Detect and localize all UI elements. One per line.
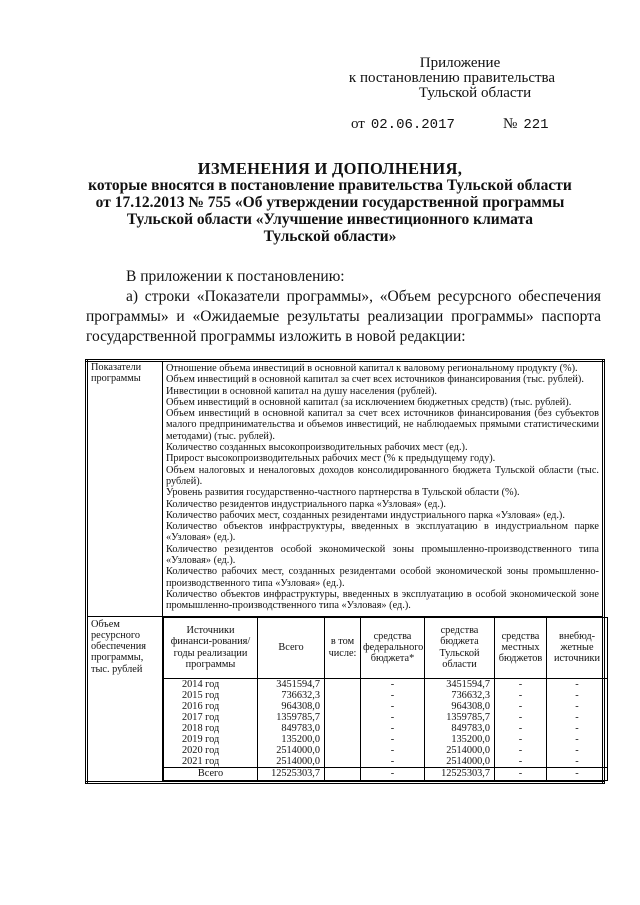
financing-cell xyxy=(163,616,604,782)
extra-cell: - xyxy=(547,712,608,723)
indicator-item: Уровень развития государственно-частного партнерства в Тульской области (%). xyxy=(166,487,520,499)
extra-cell: - xyxy=(547,678,608,690)
indicator-item: Количество объектов инфраструктуры, введенных в эксплуатацию в особой экономической зоне промышленно-производственного типа «Узловая» (ед.). xyxy=(166,588,599,612)
local-cell: - xyxy=(495,701,547,712)
financing-year-row xyxy=(164,723,608,734)
total-cell: 964308,0 xyxy=(258,701,325,712)
title-line-2: которые вносятся в постановление правительства Тульской области xyxy=(88,177,572,194)
date-number-line xyxy=(351,116,611,133)
header-total: Всего xyxy=(258,617,325,678)
incl-cell xyxy=(325,712,361,723)
indicator-item: Количество резидентов индустриального парка «Узловая» (ед.). xyxy=(166,498,446,510)
incl-cell xyxy=(325,756,361,768)
intro-text xyxy=(86,267,601,347)
financing-header-row xyxy=(164,617,608,678)
indicators-list xyxy=(163,361,604,617)
year-cell: 2018 год xyxy=(164,723,258,734)
year-cell: 2021 год xyxy=(164,756,258,768)
indicator-item: Прирост высокопроизводительных рабочих мест (% к предыдущему году). xyxy=(166,453,496,465)
local-cell: - xyxy=(495,734,547,745)
extra-cell: - xyxy=(547,745,608,756)
federal-cell: - xyxy=(361,745,425,756)
total-cell: 849783,0 xyxy=(258,723,325,734)
indicator-item: Объем инвестиций в основной капитал за счет всех источников финансирования (без субъектов малого предпринимательства и объемов инвестиций, не наблюдаемых прямыми статистическими методами) (тыс. рублей). xyxy=(166,408,599,442)
financing-year-row xyxy=(164,712,608,723)
total-label-cell: Всего xyxy=(164,767,258,780)
federal-cell: - xyxy=(361,690,425,701)
regional-total-cell: 12525303,7 xyxy=(425,767,495,780)
incl-cell xyxy=(325,734,361,745)
extra-cell: - xyxy=(547,723,608,734)
regional-cell: 849783,0 xyxy=(425,723,495,734)
financing-row xyxy=(87,616,604,782)
indicator-item: Количество объектов инфраструктуры, введенных в эксплуатацию в индустриальном парке «Узловая» (ед.). xyxy=(166,521,599,544)
extra-cell: - xyxy=(547,701,608,712)
local-cell: - xyxy=(495,723,547,734)
extra-cell: - xyxy=(547,756,608,768)
financing-year-row xyxy=(164,745,608,756)
federal-cell: - xyxy=(361,701,425,712)
regional-cell: 736632,3 xyxy=(425,690,495,701)
local-total-cell: - xyxy=(495,767,547,780)
financing-total-row xyxy=(164,767,608,780)
total-cell: 2514000,0 xyxy=(258,745,325,756)
title-line-5: Тульской области» xyxy=(263,228,397,245)
indicator-item: Инвестиции в основной капитал на душу населения (рублей). xyxy=(166,385,437,397)
number-prefix: № xyxy=(503,116,518,132)
financing-year-row xyxy=(164,690,608,701)
header-incl: в том числе: xyxy=(325,617,361,678)
federal-cell: - xyxy=(361,723,425,734)
appendix-header xyxy=(340,56,580,101)
financing-year-row xyxy=(164,756,608,768)
decree-number: 221 xyxy=(523,117,549,133)
indicator-item: Количество рабочих мест, созданных резидентами индустриального парка «Узловая» (ед.). xyxy=(166,509,565,521)
local-cell: - xyxy=(495,678,547,690)
header-regional: средства бюджета Тульской области xyxy=(425,617,495,678)
regional-cell: 1359785,7 xyxy=(425,712,495,723)
intro-paragraph-1: В приложении к постановлению: xyxy=(126,268,345,285)
local-cell: - xyxy=(495,712,547,723)
incl-cell xyxy=(325,701,361,712)
header-local: средства местных бюджетов xyxy=(495,617,547,678)
year-cell: 2019 год xyxy=(164,734,258,745)
indicator-item: Количество рабочих мест, созданных резидентами особой экономической зоны промышленно-производственного типа «Узловая» (ед.). xyxy=(166,566,599,589)
appendix-line-3: Тульской области xyxy=(418,85,532,101)
intro-paragraph-2: а) строки «Показатели программы», «Объем ресурсного обеспечения программы» и «Ожидаемые результаты реализации программы» паспорта государственной программы изложить в новой редакции: xyxy=(86,288,601,345)
grand-total-cell: 12525303,7 xyxy=(258,767,325,780)
appendix-line-1: Приложение xyxy=(419,55,501,71)
indicator-item: Количество созданных высокопроизводительных рабочих мест (ед.). xyxy=(166,442,468,454)
year-cell: 2015 год xyxy=(164,690,258,701)
incl-cell xyxy=(325,745,361,756)
extra-cell: - xyxy=(547,734,608,745)
indicators-row xyxy=(87,361,604,617)
title-line-3: от 17.12.2013 № 755 «Об утверждении государственной программы xyxy=(95,194,565,211)
local-cell: - xyxy=(495,745,547,756)
total-cell: 736632,3 xyxy=(258,690,325,701)
incl-cell xyxy=(325,678,361,690)
title-line-1: ИЗМЕНЕНИЯ И ДОПОЛНЕНИЯ, xyxy=(197,159,463,178)
regional-cell: 964308,0 xyxy=(425,701,495,712)
title-line-4: Тульской области «Улучшение инвестиционного климата xyxy=(126,211,534,228)
indicator-item: Объем налоговых и неналоговых доходов консолидированного бюджета Тульской области (тыс. рублей). xyxy=(166,464,599,487)
regional-cell: 135200,0 xyxy=(425,734,495,745)
passport-table xyxy=(85,359,605,784)
indicator-item: Количество резидентов особой экономической зоны промышленно-производственного типа «Узловая» (ед.). xyxy=(166,543,599,567)
document-title xyxy=(60,160,600,245)
regional-cell: 3451594,7 xyxy=(425,678,495,690)
indicator-item: Отношение объема инвестиций в основной капитал к валовому региональному продукту (%). xyxy=(166,363,578,374)
local-cell: - xyxy=(495,756,547,768)
decree-date: 02.06.2017 xyxy=(370,117,455,133)
regional-cell: 2514000,0 xyxy=(425,745,495,756)
financing-table xyxy=(163,617,608,781)
extra-total-cell: - xyxy=(547,767,608,780)
year-cell: 2016 год xyxy=(164,701,258,712)
incl-cell xyxy=(325,723,361,734)
total-cell: 2514000,0 xyxy=(258,756,325,768)
financing-year-row xyxy=(164,678,608,690)
header-extra: внебюд-жетные источники xyxy=(547,617,608,678)
financing-label: Объем ресурсного обеспечения программы, тыс. рублей xyxy=(87,616,163,782)
header-source: Источники финанси-рования/годы реализации программы xyxy=(164,617,258,678)
local-cell: - xyxy=(495,690,547,701)
total-cell: 3451594,7 xyxy=(258,678,325,690)
federal-cell: - xyxy=(361,678,425,690)
total-cell: 1359785,7 xyxy=(258,712,325,723)
indicators-label: Показатели программы xyxy=(87,361,163,617)
extra-cell: - xyxy=(547,690,608,701)
year-cell: 2017 год xyxy=(164,712,258,723)
federal-total-cell: - xyxy=(361,767,425,780)
year-cell: 2020 год xyxy=(164,745,258,756)
incl-cell xyxy=(325,767,361,780)
date-prefix: от xyxy=(351,116,365,132)
year-cell: 2014 год xyxy=(164,678,258,690)
regional-cell: 2514000,0 xyxy=(425,756,495,768)
federal-cell: - xyxy=(361,756,425,768)
indicator-item: Объем инвестиций в основной капитал за счет всех источников финансирования (тыс. рублей). xyxy=(166,374,584,386)
total-cell: 135200,0 xyxy=(258,734,325,745)
header-federal: средства федерального бюджета* xyxy=(361,617,425,678)
financing-year-row xyxy=(164,734,608,745)
federal-cell: - xyxy=(361,734,425,745)
federal-cell: - xyxy=(361,712,425,723)
incl-cell xyxy=(325,690,361,701)
financing-year-row xyxy=(164,701,608,712)
appendix-line-2: к постановлению правительства xyxy=(348,70,556,86)
indicator-item: Объем инвестиций в основной капитал (за исключением бюджетных средств) (тыс. рублей). xyxy=(166,396,572,408)
